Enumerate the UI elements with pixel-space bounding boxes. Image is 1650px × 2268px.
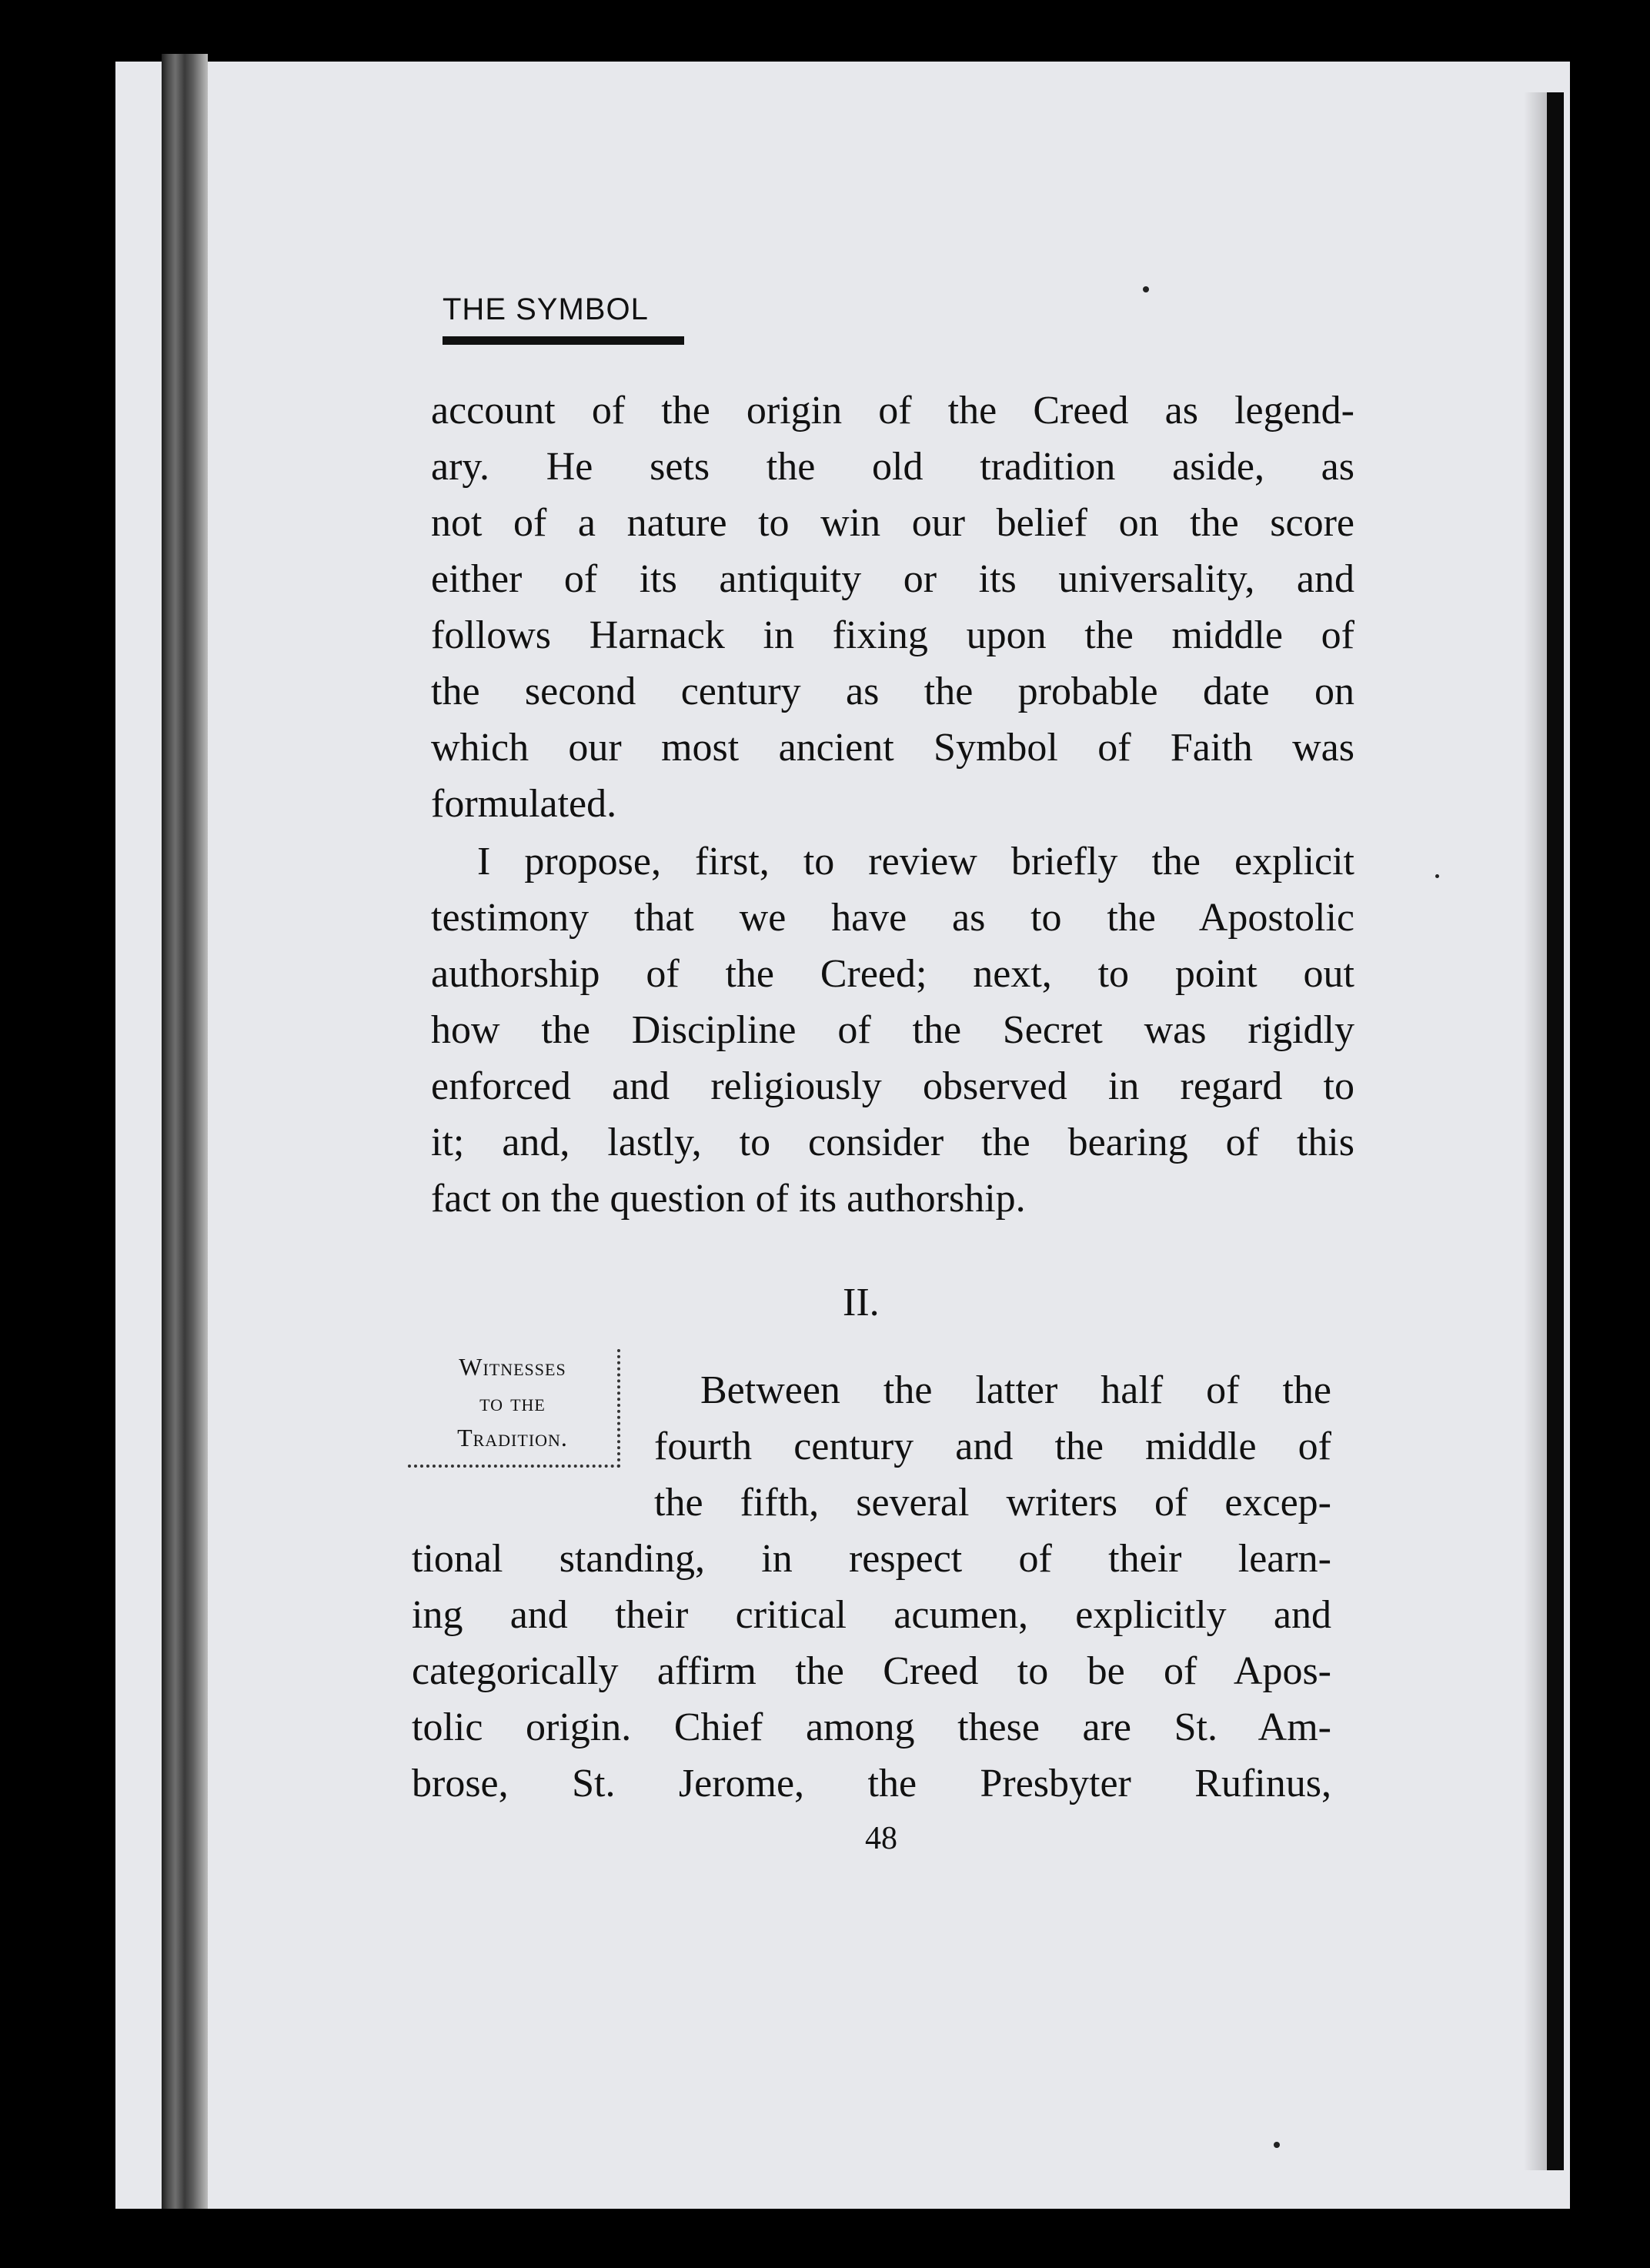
page-number: 48 bbox=[865, 1821, 897, 1856]
text-line: categorically affirm the Creed to be of Apos- bbox=[412, 1649, 1331, 1693]
text-line: account of the origin of the Creed as legend- bbox=[431, 389, 1354, 433]
text-line: follows Harnack in fixing upon the middle of bbox=[431, 613, 1354, 657]
text-line: the second century as the probable date on bbox=[431, 670, 1354, 713]
text-line: ing and their critical acumen, explicitly and bbox=[412, 1593, 1331, 1637]
sidenote-line: to the bbox=[479, 1388, 546, 1416]
text-line: which our most ancient Symbol of Faith was bbox=[431, 726, 1354, 770]
text-line: fact on the question of its authorship. bbox=[431, 1177, 1026, 1221]
ink-speck bbox=[1435, 874, 1439, 878]
book-binding-edge bbox=[162, 54, 208, 2209]
paragraph-1 bbox=[431, 382, 1354, 832]
text-line: formulated. bbox=[431, 782, 617, 826]
sidenote-line: Tradition. bbox=[457, 1424, 568, 1451]
text-line: I propose, first, to review briefly the explicit bbox=[477, 840, 1354, 883]
text-line: not of a nature to win our belief on the score bbox=[431, 501, 1354, 545]
running-head: THE SYMBOL bbox=[443, 292, 649, 326]
section-heading: II. bbox=[843, 1281, 880, 1324]
ink-speck bbox=[1143, 286, 1149, 292]
text-line: fourth century and the middle of bbox=[654, 1425, 1331, 1468]
text-line: authorship of the Creed; next, to point out bbox=[431, 952, 1354, 996]
sidenote-line: Witnesses bbox=[459, 1353, 566, 1381]
text-line: testimony that we have as to the Apostolic bbox=[431, 896, 1354, 940]
page-right-shadow bbox=[1524, 92, 1547, 2170]
text-line: brose, St. Jerome, the Presbyter Rufinus, bbox=[412, 1762, 1331, 1805]
ink-speck bbox=[1274, 2142, 1280, 2148]
paragraph-3-continuation bbox=[412, 1531, 1331, 1812]
text-line: Between the latter half of the bbox=[700, 1368, 1331, 1412]
text-line: tional standing, in respect of their learn- bbox=[412, 1537, 1331, 1581]
text-line: the fifth, several writers of excep- bbox=[654, 1481, 1331, 1525]
text-line: ary. He sets the old tradition aside, as bbox=[431, 445, 1354, 489]
text-line: how the Discipline of the Secret was rigidly bbox=[431, 1008, 1354, 1052]
paragraph-3-lead bbox=[654, 1362, 1331, 1531]
text-line: either of its antiquity or its universality, and bbox=[431, 557, 1354, 601]
text-line: enforced and religiously observed in regard to bbox=[431, 1064, 1354, 1108]
paragraph-2 bbox=[431, 833, 1354, 1227]
running-head-rule bbox=[443, 336, 684, 345]
page-right-edge bbox=[1547, 92, 1564, 2170]
text-line: it; and, lastly, to consider the bearing of this bbox=[431, 1121, 1354, 1164]
text-line: tolic origin. Chief among these are St. Am- bbox=[412, 1705, 1331, 1749]
margin-sidenote bbox=[408, 1349, 620, 1468]
